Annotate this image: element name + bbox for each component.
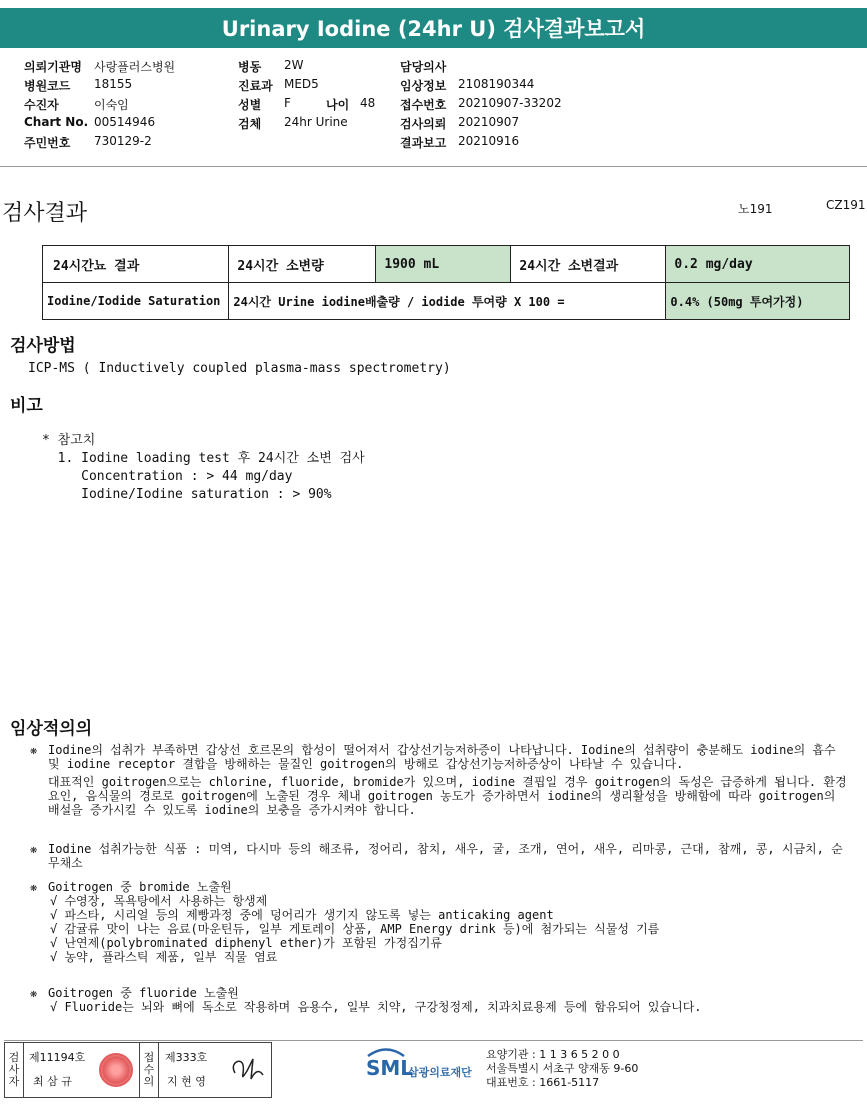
info-value: 18155 [94, 77, 133, 91]
info-value: 20210907-33202 [458, 96, 562, 110]
info-label: 병동 [238, 60, 262, 74]
cell-volume-value: 1900 mL [376, 246, 511, 283]
info-label: 병원코드 [24, 79, 71, 93]
info-value: 00514946 [94, 115, 156, 129]
cell-saturation-label: Iodine/Iodide Saturation [43, 283, 229, 320]
cell-volume-label: 24시간 소변량 [229, 246, 376, 283]
result-section-title: 검사결과 [2, 201, 88, 226]
list-item: √ Fluoride는 뇌와 뼈에 독소로 작용하며 음용수, 일부 치약, 구강청정제, 치과치료용제 등에 함유되어 있습니다. [50, 1000, 702, 1014]
info-label: 수진자 [24, 98, 59, 112]
remark-lines: * 참고치 1. Iodine loading test 후 24시간 소변 검사 Concentration : > 44 mg/day Iodine/Iodine saturation : > 90% [42, 433, 365, 502]
clinical-p1-text: Iodine의 섭취가 부족하면 갑상선 호르몬의 합성이 떨어져서 갑상선기능저하증이 나타납니다. Iodine의 섭취량이 충분해도 iodine의 흡수 및 iodine receptor 결합을 방해하는 물질인 goitrogen의 방해로 갑상선기능저하증상이 나타날 수 있습니다. [48, 743, 836, 771]
info-label: 검체 [238, 117, 262, 131]
seal-icon [99, 1053, 133, 1087]
clinical-p4 [30, 880, 850, 964]
org-name: 삼광의료재단 [408, 1066, 472, 1079]
list-item: √ 농약, 플라스틱 제품, 일부 직물 염료 [50, 950, 278, 964]
clinical-p5 [30, 986, 850, 1014]
v2: 접 수 의 [139, 1043, 159, 1097]
info-value: 20210907 [458, 115, 520, 129]
list-item: √ 난연제(polybrominated diphenyl ether)가 포함된 가정집기류 [50, 936, 442, 950]
cell-24h-result-label: 24시간뇨 결과 [43, 246, 229, 283]
age-label: 나이 [326, 98, 350, 112]
info-value: 2W [284, 58, 304, 72]
remark-title: 비고 [10, 396, 43, 416]
clinical-p3-text: Iodine 섭취가능한 식품 : 미역, 다시마 등의 해조류, 정어리, 참치, 새우, 굴, 조개, 연어, 새우, 리마콩, 근대, 참깨, 콩, 시금치, 순무채소 [48, 842, 843, 870]
bullet-icon: ❋ [30, 743, 38, 757]
bullet-icon: ❋ [30, 842, 38, 856]
info-value: MED5 [284, 77, 319, 91]
info-value: 20210916 [458, 134, 520, 148]
method-text: ICP-MS ( Inductively coupled plasma-mass spectrometry) [28, 361, 451, 376]
info-value: 이숙임 [94, 98, 129, 112]
list-item: √ 파스타, 시리얼 등의 제빵과정 중에 덩어리가 생기지 않도록 넣는 anticaking agent [50, 908, 554, 922]
method-title: 검사방법 [10, 336, 76, 356]
info-value: 2108190344 [458, 77, 535, 91]
name-1: 최 삼 규 [33, 1075, 72, 1088]
address-line-1: 요양기관 : 1 1 3 6 5 2 0 0 [486, 1048, 620, 1061]
info-label: 성별 [238, 98, 262, 112]
sml-logo: SML [366, 1056, 414, 1080]
code-1: 노191 [738, 202, 773, 216]
info-label: Chart No. [24, 115, 89, 129]
list-item: √ 감귤류 맛이 나는 음료(마운틴듀, 일부 게토레이 상품, AMP Energy drink 등)에 첨가되는 식물성 기름 [50, 922, 660, 936]
cell-saturation-value: 0.4% (50mg 투여가정) [666, 283, 850, 320]
address [486, 1048, 638, 1090]
v1: 검 사 자 [5, 1043, 24, 1097]
address-line-2: 서울특별시 서초구 양재동 9-60 [486, 1062, 639, 1075]
license-2: 제333호 [165, 1051, 208, 1064]
info-value: 730129-2 [94, 134, 152, 148]
cell-saturation-formula: 24시간 Urine iodine배출량 / iodide 투여량 X 100 = [229, 283, 666, 320]
info-value: 사랑플러스병원 [94, 60, 176, 74]
patient-info [0, 50, 867, 167]
signature-box [4, 1042, 272, 1098]
info-label: 진료과 [238, 79, 273, 93]
info-label: 담당의사 [400, 60, 447, 74]
info-label: 접수번호 [400, 98, 447, 112]
clinical-p3 [30, 842, 850, 870]
clinical-title: 임상적의의 [10, 719, 93, 739]
cell-urine-result-label: 24시간 소변결과 [511, 246, 666, 283]
age-value: 48 [360, 96, 376, 110]
clinical-p4-text: Goitrogen 중 bromide 노출원 [48, 880, 232, 894]
clinical-p1 [30, 743, 850, 817]
result-table [42, 245, 850, 320]
info-label: 주민번호 [24, 136, 71, 150]
cell-urine-result-value: 0.2 mg/day [666, 246, 850, 283]
license-1: 제11194호 [29, 1051, 86, 1064]
bullet-icon: ❋ [30, 986, 38, 1000]
info-label: 결과보고 [400, 136, 447, 150]
info-value: 24hr Urine [284, 115, 348, 129]
clinical-p5-text: Goitrogen 중 fluoride 노출원 [48, 986, 239, 1000]
info-label: 검사의뢰 [400, 117, 447, 131]
report-title: Urinary Iodine (24hr U) 검사결과보고서 [0, 8, 867, 48]
signature-icon [227, 1053, 267, 1087]
address-line-3: 대표번호 : 1661-5117 [486, 1076, 600, 1089]
info-value: F [284, 96, 291, 110]
list-item: √ 수영장, 목욕탕에서 사용하는 항생제 [50, 894, 268, 908]
clinical-p2-text: 대표적인 goitrogen으로는 chlorine, fluoride, bromide가 있으며, iodine 결핍일 경우 goitrogen의 독성은 급증하게 됩니다. 환경요인, 음식물의 경로로 goitrogen에 노출된 경우 체내 goitrogen 농도가 증가하면서 iodine의 생리활성을 방해함에 따라 goitrogen의 배설을 증가시킬 수 있도록 iodine의 보충을 증가시켜야 합니다. [48, 775, 847, 817]
name-2: 지 현 영 [167, 1075, 206, 1088]
bullet-icon: ❋ [30, 880, 38, 894]
code-2: CZ191 [826, 198, 866, 212]
info-label: 임상정보 [400, 79, 447, 93]
info-label: 의뢰기관명 [24, 60, 82, 74]
